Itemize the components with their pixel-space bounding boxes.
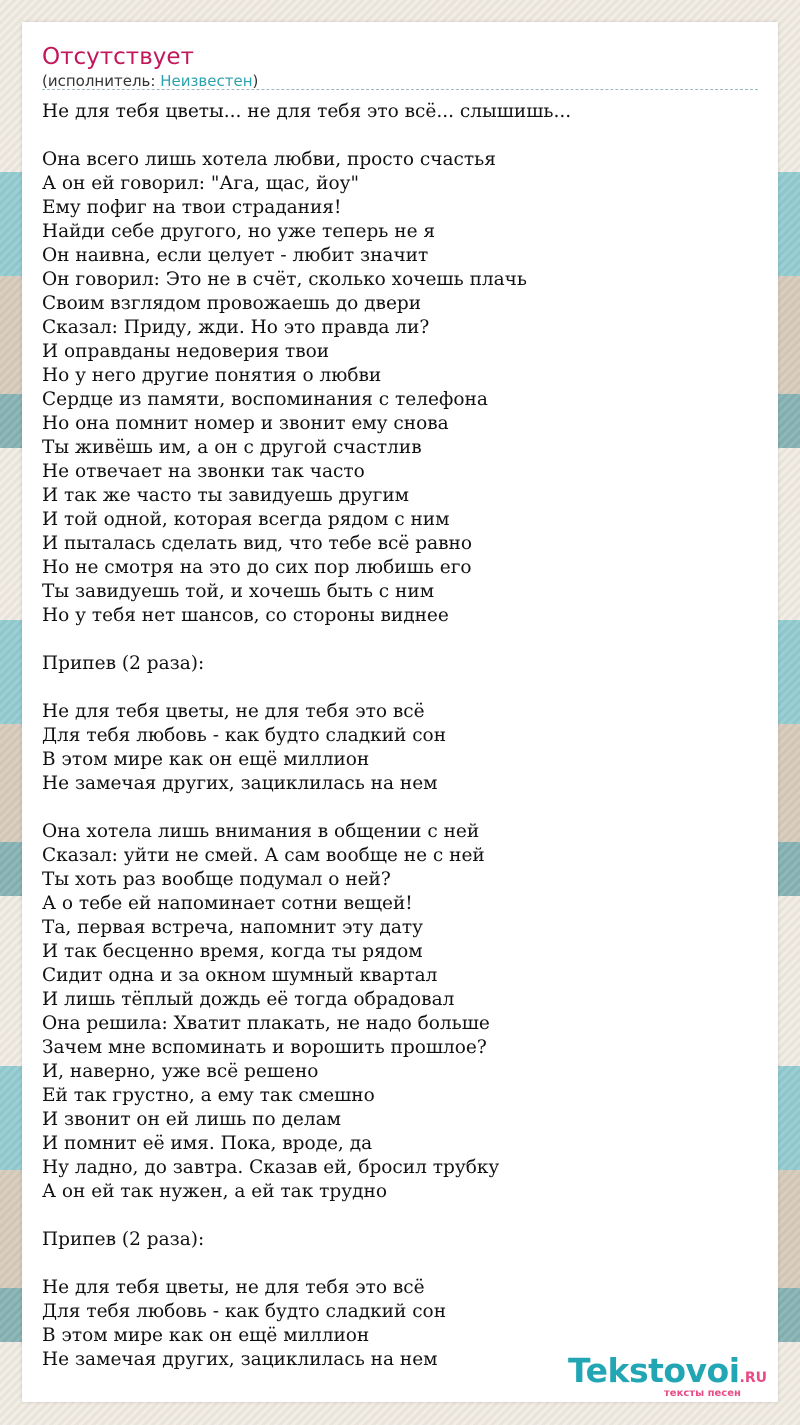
lyric-line: Сказал: Приду, жди. Но это правда ли? xyxy=(42,317,430,338)
lyric-line: Не для тебя цветы, не для тебя это всё xyxy=(42,1277,425,1298)
lyric-line: Для тебя любовь - как будто сладкий сон xyxy=(42,1301,447,1322)
lyric-line: Для тебя любовь - как будто сладкий сон xyxy=(42,725,447,746)
lyric-line: И лишь тёплый дождь её тогда обрадовал xyxy=(42,989,455,1010)
lyric-line: Сидит одна и за окном шумный квартал xyxy=(42,965,438,986)
lyric-line: Но у него другие понятия о любви xyxy=(42,365,382,386)
lyric-line: Своим взглядом провожаешь до двери xyxy=(42,293,422,314)
lyric-line xyxy=(42,1204,762,1228)
artist-line xyxy=(42,71,258,91)
lyric-line: Он наивна, если целует - любит значит xyxy=(42,245,429,266)
lyric-line: В этом мире как он ещё миллион xyxy=(42,749,370,770)
lyric-line: И, наверно, уже всё решено xyxy=(42,1061,319,1082)
lyric-line: Ты хоть раз вообще подумал о ней? xyxy=(42,869,391,890)
title-divider xyxy=(42,89,758,90)
lyric-line: А о тебе ей напоминает сотни вещей! xyxy=(42,893,413,914)
lyric-line: В этом мире как он ещё миллион xyxy=(42,1325,370,1346)
lyric-line: Не для тебя цветы... не для тебя это всё... слышишь... xyxy=(42,101,572,122)
lyric-line: Припев (2 раза): xyxy=(42,1229,205,1250)
lyric-line xyxy=(42,628,762,652)
lyric-line: Ты завидуешь той, и хочешь быть с ним xyxy=(42,581,435,602)
lyric-line: Припев (2 раза): xyxy=(42,653,205,674)
lyric-line: Не замечая других, зациклилась на нем xyxy=(42,773,438,794)
lyric-line: А он ей так нужен, а ей так трудно xyxy=(42,1181,387,1202)
lyric-line: Найди себе другого, но уже теперь не я xyxy=(42,221,436,242)
lyric-line: Зачем мне вспоминать и ворошить прошлое? xyxy=(42,1037,487,1058)
logo-tld: .RU xyxy=(739,1370,768,1386)
lyric-line xyxy=(42,796,762,820)
lyric-line: Сердце из памяти, воспоминания с телефона xyxy=(42,389,488,410)
artist-prefix: (исполнитель: xyxy=(42,72,161,90)
lyric-line: И так бесценно время, когда ты рядом xyxy=(42,941,423,962)
artist-suffix: ) xyxy=(252,72,259,90)
lyric-line: Не отвечает на звонки так часто xyxy=(42,461,365,482)
lyric-line: Ей так грустно, а ему так смешно xyxy=(42,1085,375,1106)
lyric-line xyxy=(42,676,762,700)
logo-tagline: тексты песен xyxy=(664,1388,741,1399)
lyric-line: Сказал: уйти не смей. А сам вообще не с ней xyxy=(42,845,485,866)
lyric-line: Ты живёшь им, а он с другой счастлив xyxy=(42,437,422,458)
artist-link[interactable]: Неизвестен xyxy=(160,72,253,90)
lyric-line: И пыталась сделать вид, что тебе всё равно xyxy=(42,533,472,554)
lyric-line: Но у тебя нет шансов, со стороны виднее xyxy=(42,605,449,626)
lyric-line: Но не смотря на это до сих пор любишь его xyxy=(42,557,472,578)
song-title: Отсутствует xyxy=(42,44,194,70)
lyric-line: Та, первая встреча, напомнит эту дату xyxy=(42,917,423,938)
lyric-line: Ему пофиг на твои страдания! xyxy=(42,197,342,218)
lyric-line: И звонит он ей лишь по делам xyxy=(42,1109,342,1130)
lyric-line: Она хотела лишь внимания в общении с ней xyxy=(42,821,480,842)
lyrics-card xyxy=(22,22,778,1402)
lyric-line: И помнит её имя. Пока, вроде, да xyxy=(42,1133,373,1154)
lyric-line: Ну ладно, до завтра. Сказав ей, бросил трубку xyxy=(42,1157,500,1178)
lyric-line: Не замечая других, зациклилась на нем xyxy=(42,1349,438,1370)
lyric-line: А он ей говорил: "Ага, щас, йоу" xyxy=(42,173,360,194)
site-logo[interactable] xyxy=(568,1353,768,1403)
lyric-line: Она решила: Хватит плакать, не надо больше xyxy=(42,1013,490,1034)
lyrics-text xyxy=(42,100,762,1372)
lyric-line xyxy=(42,1252,762,1276)
lyric-line: И той одной, которая всегда рядом с ним xyxy=(42,509,450,530)
lyric-line: Он говорил: Это не в счёт, сколько хочешь плачь xyxy=(42,269,527,290)
lyric-line: И так же часто ты завидуешь другим xyxy=(42,485,410,506)
logo-name: Tekstovoi xyxy=(568,1351,740,1390)
lyric-line: Но она помнит номер и звонит ему снова xyxy=(42,413,449,434)
lyric-line: И оправданы недоверия твои xyxy=(42,341,330,362)
lyric-line xyxy=(42,124,762,148)
lyric-line: Не для тебя цветы, не для тебя это всё xyxy=(42,701,425,722)
lyric-line: Она всего лишь хотела любви, просто счастья xyxy=(42,149,496,170)
